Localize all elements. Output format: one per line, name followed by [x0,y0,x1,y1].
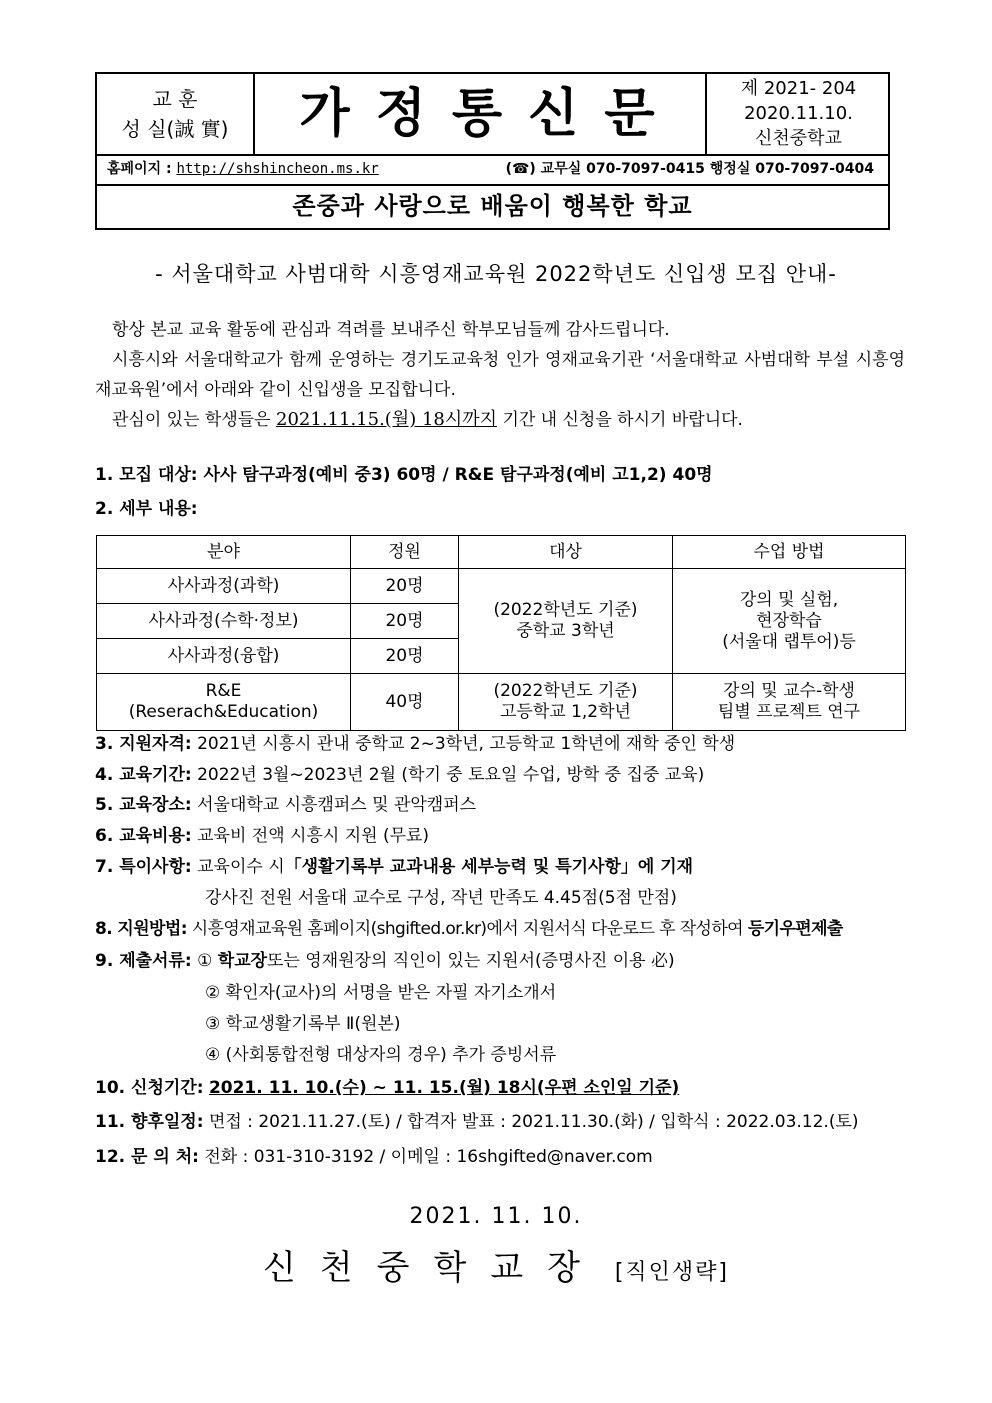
item-3 [95,729,735,759]
table-cell-quota: 20명 [351,639,459,674]
table-header-cell: 정원 [351,536,459,569]
issue-number: 제 2021- 204 [740,78,857,99]
table-header-cell: 수업 방법 [673,536,906,569]
item-4-text: 2022년 3월~2023년 2월 (학기 중 토요일 수업, 방학 중 집중 교육) [197,765,705,785]
target-middle-line-2: 중학교 3학년 [516,621,615,641]
table-cell-field [97,674,351,731]
target-middle-line-1: (2022학년도 기준) [493,600,638,620]
doc-1-rest: 또는 영재원장의 직인이 있는 지원서(증명사진 이용 必) [267,951,675,971]
item-6-text: 교육비 전액 시흥시 지원 (무료) [197,826,430,846]
item-3-text: 2021년 시흥시 관내 중학교 2~3학년, 고등학교 1학년에 재학 중인 학생 [197,734,736,754]
intro-line-2: 시흥시와 서울대학교가 함께 운영하는 경기도교육청 인가 영재교육기관 ‘서울대학교 사범대학 부설 시흥영재교육원’에서 아래와 같이 신입생을 모집합니다. [95,350,905,400]
application-period: 2021. 11. 10.(수) ~ 11. 15.(월) 18시(우편 소인일 기준) [208,1078,680,1098]
method-middle-line-1: 강의 및 실험, [739,589,839,610]
method-middle-line-2: 현장학습 [756,610,822,631]
item-1-text: 사사 탐구과정(예비 중3) 60명 / R&E 탐구과정(예비 고1,2) 40명 [203,465,713,485]
item-8 [95,914,843,944]
issue-info [705,74,890,154]
table-cell-target-middle [459,569,673,674]
item-7-line-2: 강사진 전원 서울대 교수로 구성, 작년 만족도 4.45점(5점 만점) [205,888,677,908]
item-7-label: 7. 특이사항: [95,857,192,877]
issuer: 신천중학교 [755,128,842,149]
contact-row [97,154,888,186]
issue-date: 2020.11.10. [744,103,853,124]
table-cell-quota: 20명 [351,569,459,604]
table-cell-field: 사사과정(수학·정보) [97,604,351,639]
table-cell-method-middle [673,569,906,674]
motto-label: 교 훈 [152,87,198,111]
item-6-label: 6. 교육비용: [95,826,192,846]
item-9-label: 9. 제출서류: [95,951,192,971]
motto-value: 성 실(誠 實) [121,117,229,141]
field-re-line-1: R&E [205,681,242,701]
intro-line-3-pre: 관심이 있는 학생들은 [112,410,271,430]
item-5-label: 5. 교육장소: [95,795,192,815]
item-1-label: 1. 모집 대상: [95,465,198,485]
letter-header [95,72,890,230]
item-5-text: 서울대학교 시흥캠퍼스 및 관악캠퍼스 [197,795,477,815]
school-motto [97,74,255,154]
item-11-label: 11. 향후일정: [95,1112,204,1132]
table-cell-field: 사사과정(과학) [97,569,351,604]
table-cell-field: 사사과정(융합) [97,639,351,674]
item-7 [95,852,693,882]
homepage-link[interactable]: http://shshincheon.ms.kr [176,161,379,177]
intro-line-3 [95,405,895,435]
doc-3: ③ 학교생활기록부 Ⅱ(원본) [205,1014,401,1034]
item-3-label: 3. 지원자격: [95,734,192,754]
header-top-row [97,74,888,156]
target-high-line-2: 고등학교 1,2학년 [500,702,631,722]
item-1 [95,460,713,490]
item-12 [95,1142,653,1172]
signer-name: 신천중학교장 [262,1248,605,1288]
signature [0,1240,992,1289]
page-title: 가정통신문 [299,84,681,144]
item-12-label: 12. 문 의 처: [95,1147,199,1167]
phone-contact: (☎) 교무실 070-7097-0415 행정실 070-7097-0404 [505,161,874,177]
item-10 [95,1073,679,1103]
table-row [97,569,906,604]
item-7-text-pre: 교육이수 시 [197,857,285,877]
table-row [97,674,906,731]
method-middle-line-3: (서울대 랩투어)등 [722,631,856,652]
footer-date: 2021. 11. 10. [409,1204,583,1229]
notice-subtitle: - 서울대학교 사범대학 시흥영재교육원 2022학년도 신입생 모집 안내- [155,262,837,286]
table-header-row [97,536,906,569]
doc-2: ② 확인자(교사)의 서명을 받은 자필 자기소개서 [205,983,557,1003]
school-slogan: 존중과 사랑으로 배움이 행복한 학교 [292,192,693,220]
table-header-cell: 대상 [459,536,673,569]
item-10-label: 10. 신청기간: [95,1078,204,1098]
item-7-text-bold: 「생활기록부 교과내용 세부능력 및 특기사항」에 기재 [284,857,694,877]
homepage-label: 홈페이지 : [107,161,172,177]
item-9 [95,946,675,976]
table-cell-target-high [459,674,673,731]
table-cell-quota: 40명 [351,674,459,731]
item-5 [95,790,476,820]
stamp-omitted: [직인생략] [614,1260,730,1285]
intro-line-1: 항상 본교 교육 활동에 관심과 격려를 보내주신 학부모님들께 감사드립니다. [112,320,670,340]
item-8-text-pre: 시흥영재교육원 홈페이지(shgifted.or.kr)에서 지원서식 다운로드 후 작성하여 [191,919,743,939]
table-cell-method-high [673,674,906,731]
item-11-text: 면접 : 2021.11.27.(토) / 합격자 발표 : 2021.11.30.(화) / 입학식 : 2022.03.12.(토) [208,1112,859,1132]
table-header-cell: 분야 [97,536,351,569]
item-4-label: 4. 교육기간: [95,765,192,785]
item-2-label: 2. 세부 내용: [95,499,198,519]
intro-line-3-post: 기간 내 신청을 하시기 바랍니다. [502,410,743,430]
item-8-text-bold: 등기우편제출 [747,919,843,939]
method-high-line-1: 강의 및 교수-학생 [723,681,855,701]
homepage [107,154,379,184]
doc-1-num: ① [197,951,213,971]
course-table [96,535,906,731]
item-12-text: 전화 : 031-310-3192 / 이메일 : 16shgifted@naver.com [204,1147,653,1167]
item-8-label: 8. 지원방법: [95,919,187,939]
doc-4: ④ (사회통합전형 대상자의 경우) 추가 증빙서류 [205,1045,557,1065]
item-4 [95,760,704,790]
item-6 [95,821,429,851]
item-11 [95,1107,859,1137]
table-cell-quota: 20명 [351,604,459,639]
method-high-line-2: 팀별 프로젝트 연구 [717,702,861,722]
field-re-line-2: (Reserach&Education) [128,702,319,722]
deadline: 2021.11.15.(월) 18시까지 [276,409,498,430]
target-high-line-1: (2022학년도 기준) [493,681,638,701]
doc-1-bold: 학교장 [217,951,268,971]
